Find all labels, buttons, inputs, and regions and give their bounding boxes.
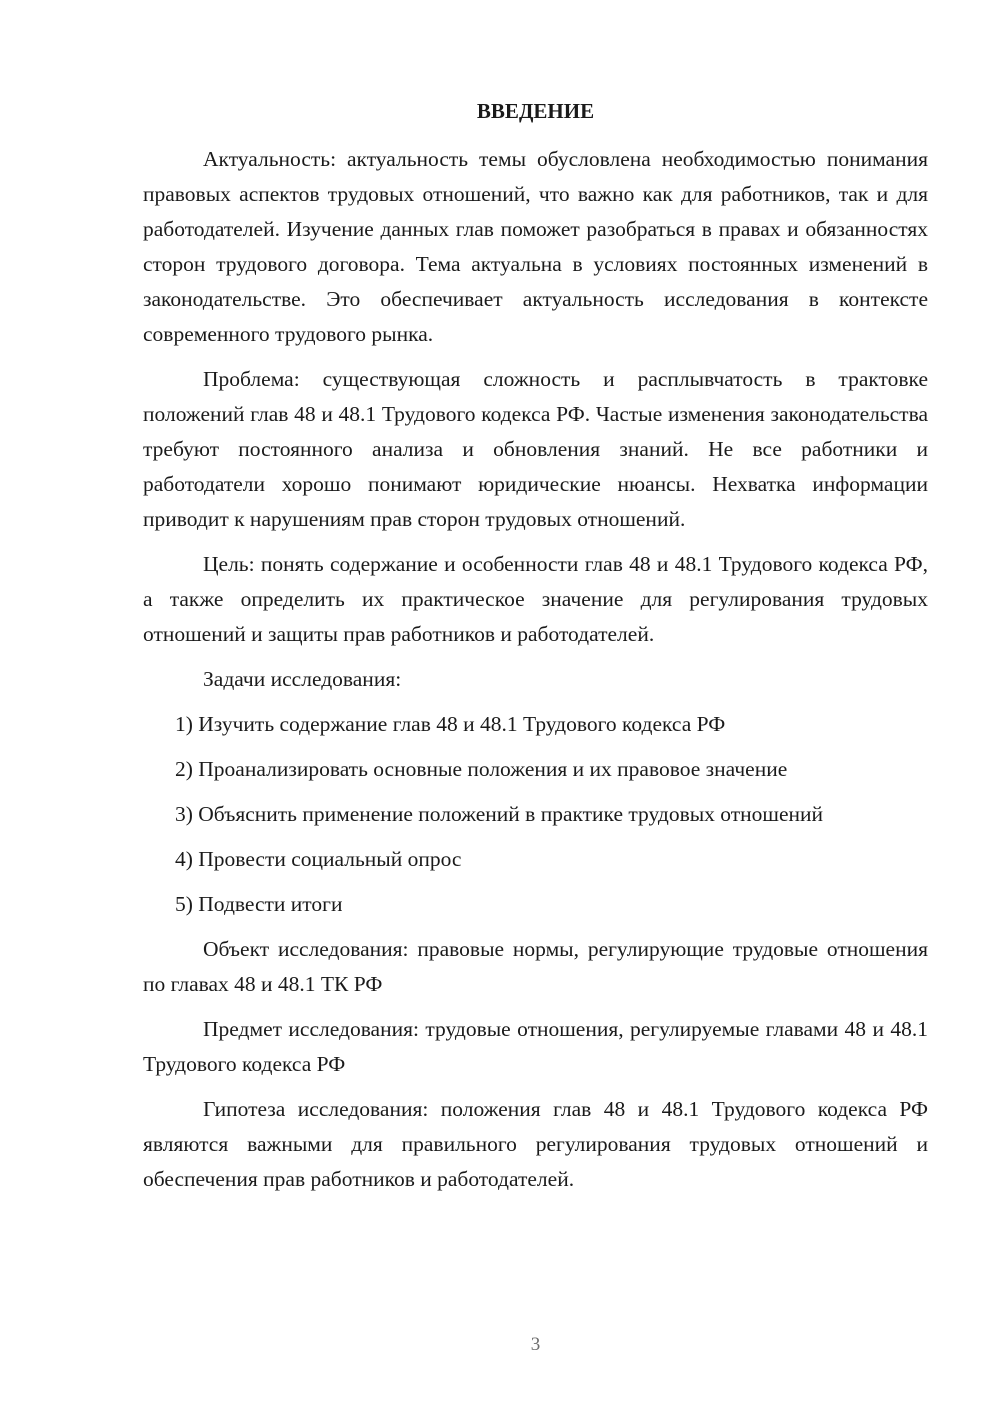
paragraph-problem: Проблема: существующая сложность и расплывчатость в трактовке положений глав 48 и 48.1 Трудового кодекса РФ. Частые изменения законодательства требуют постоянного анализа и обновления знаний. Не все работники и работодатели хорошо понимают юридические нюансы. Нехватка информации приводит к нарушениям прав сторон трудовых отношений. [143,367,928,531]
task-item-1: 1) Изучить содержание глав 48 и 48.1 Трудового кодекса РФ [175,712,726,736]
task-item-5: 5) Подвести итоги [175,892,343,916]
document-body [143,142,928,1207]
paragraph-relevance: Актуальность: актуальность темы обусловлена необходимостью понимания правовых аспектов трудовых отношений, что важно как для работников, так и для работодателей. Изучение данных глав поможет разобраться в правах и обязанностях сторон трудового договора. Тема актуальна в условиях постоянных изменений в законодательстве. Это обеспечивает актуальность исследования в контексте современного трудового рынка. [143,147,928,346]
section-title: ВВЕДЕНИЕ [476,99,595,123]
paragraph-goal: Цель: понять содержание и особенности глав 48 и 48.1 Трудового кодекса РФ, а также определить их практическое значение для регулирования трудовых отношений и защиты прав работников и работодателей. [143,552,928,646]
paragraph-hypothesis: Гипотеза исследования: положения глав 48 и 48.1 Трудового кодекса РФ являются важными для правильного регулирования трудовых отношений и обеспечения прав работников и работодателей. [143,1097,928,1191]
paragraph-object: Объект исследования: правовые нормы, регулирующие трудовые отношения по главах 48 и 48.1 ТК РФ [143,937,928,996]
paragraph-subject: Предмет исследования: трудовые отношения, регулируемые главами 48 и 48.1 Трудового кодекса РФ [143,1017,928,1076]
task-list [143,707,928,922]
tasks-heading: Задачи исследования: [203,667,402,691]
document-page [143,0,928,1414]
task-item-2: 2) Проанализировать основные положения и их правовое значение [175,757,788,781]
page-number: 3 [530,1334,541,1355]
task-item-4: 4) Провести социальный опрос [175,847,462,871]
task-item-3: 3) Объяснить применение положений в практике трудовых отношений [175,802,824,826]
